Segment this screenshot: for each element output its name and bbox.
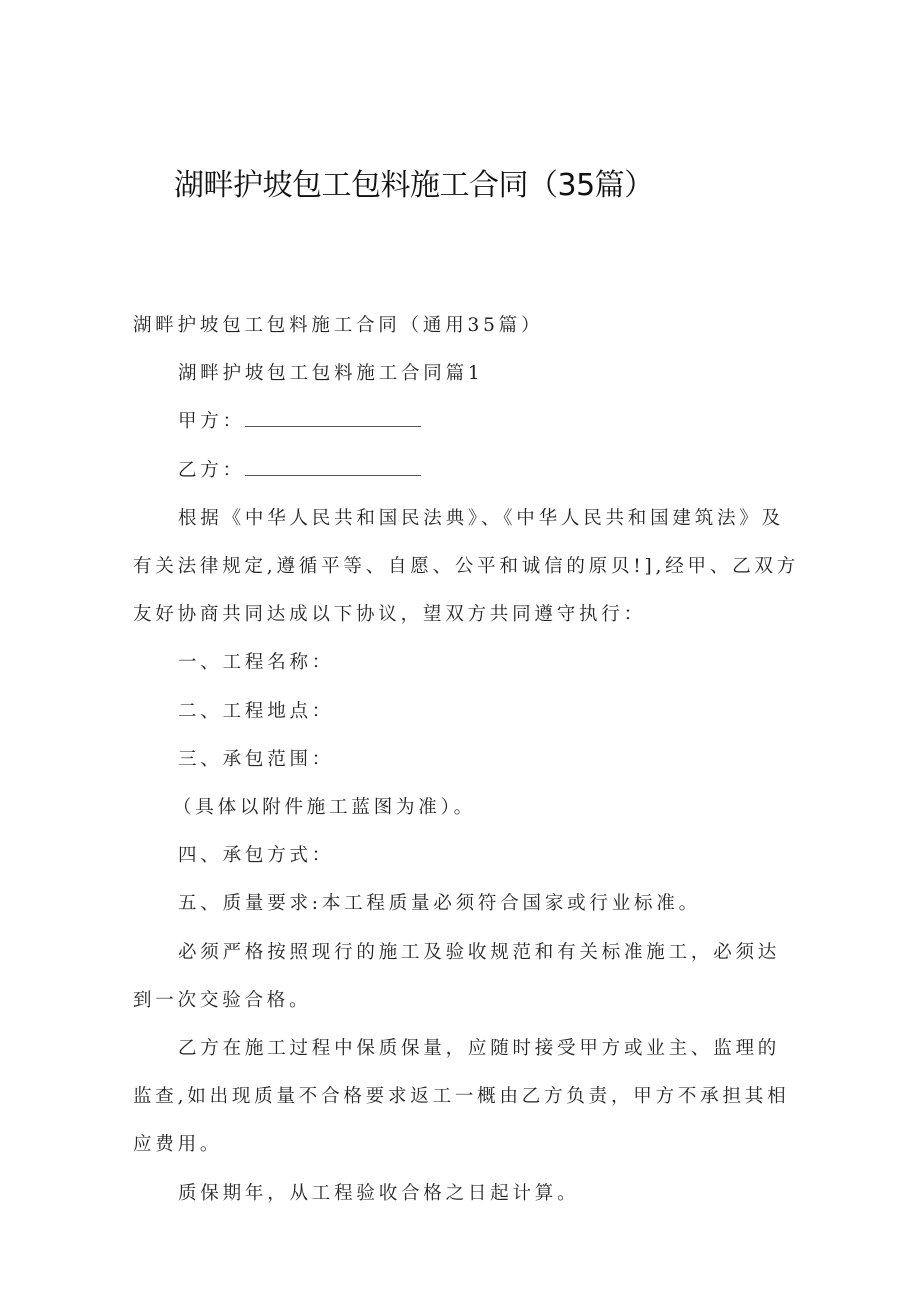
party-a-label: 甲方：: [178, 411, 245, 433]
scope-note: （具体以附件施工蓝图为准）。: [173, 797, 476, 819]
item-project-name: 一、工程名称：: [178, 652, 335, 674]
party-a-blank: [245, 412, 421, 427]
item-project-location: 二、工程地点：: [178, 700, 335, 722]
warranty-paragraph: 质保期年，从工程验收合格之日起计算。: [178, 1182, 580, 1204]
subtitle: 湖畔护坡包工包料施工合同（通用35篇）: [133, 315, 544, 336]
quality-paragraph-2: 乙方在施工过程中保质保量，应随时接受甲方或业主、监理的监查,如出现质量不合格要求返工一概由乙方负责，甲方不承担其相应费用。: [133, 1038, 790, 1156]
item-contract-method: 四、承包方式：: [178, 845, 335, 867]
item-quality-requirement: 五、质量要求:本工程质量必须符合国家或行业标准。: [178, 893, 701, 915]
party-b-line: [133, 447, 801, 495]
document-body: [133, 302, 801, 1218]
quality-paragraph-1: 必须严格按照现行的施工及验收规范和有关标准施工，必须达到一次交验合格。: [133, 941, 781, 1011]
document-title: 湖畔护坡包工包料施工合同（35篇）: [174, 168, 654, 203]
party-a-line: [133, 398, 801, 446]
section-heading: 湖畔护坡包工包料施工合同篇1: [178, 363, 484, 385]
party-b-label: 乙方：: [178, 459, 245, 481]
item-contract-scope: 三、承包范围：: [178, 748, 335, 770]
intro-paragraph: 根据《中华人民共和国民法典》、《中华人民共和国建筑法》及有关法律规定,遵循平等、自愿、公平和诚信的原贝!],经甲、乙双方友好协商共同达成以下协议，望双方共同遵守执行：: [133, 507, 800, 626]
party-b-blank: [245, 461, 421, 476]
